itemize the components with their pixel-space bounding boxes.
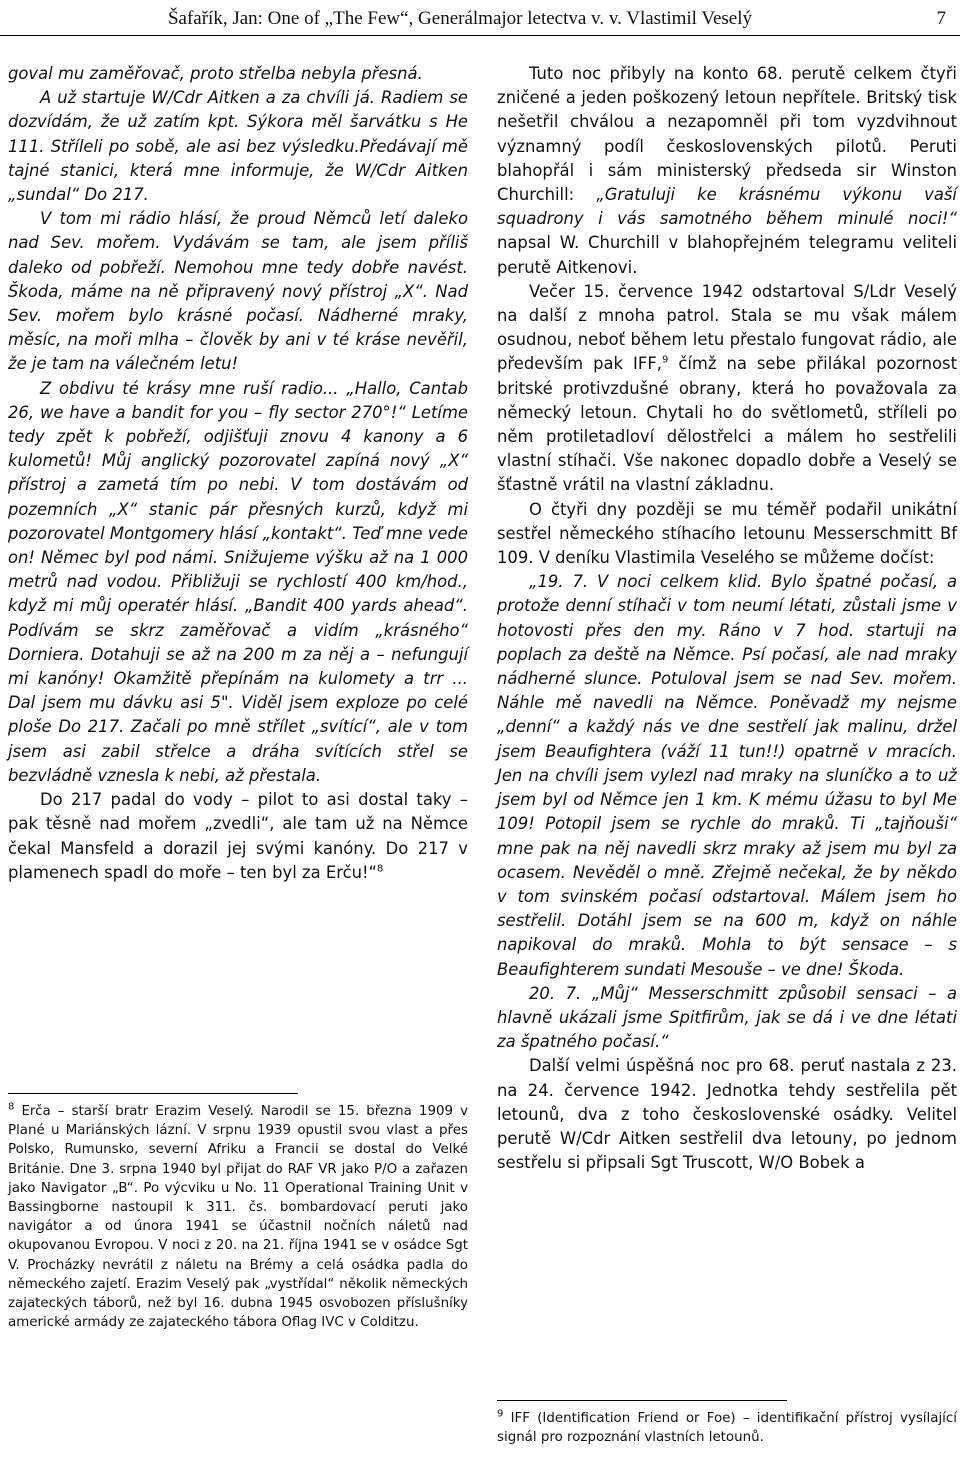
right-paragraph-3: O čtyři dny později se mu téměř podařil unikátní sestřel německého stíhacího letounu Messerschmitt Bf 109. V deníku Vlastimila Veselého se můžeme dočíst: [497,499,957,568]
churchill-quote: „Gratuluji ke krásnému výkonu vaší squadrony i vás samotného během minulé noci!“ [497,185,957,229]
footnote-mark-9: 9 [497,1408,504,1420]
left-column [8,62,468,885]
page-header [0,4,960,36]
footnote-8-text: Erča – starší bratr Erazim Veselý. Narodil se 15. března 1909 v Plané u Mariánských lázní. V srpnu 1939 opustil svou vlast a přes Polsko, Rumunsko, severní Afriku a Francii se dostal do Velké Británie. Dne 3. srpna 1940 byl přijat do RAF VR jako P/O a zařazen jako Navigator „B“. Po výcviku u No. 11 Operational Training Unit v Bassingborne nastoupil k 311. čs. bombardovací peruti jako navigátor a od února 1941 se účastnil nočních náletů nad okupovanou Evropou. V noci z 20. na 21. října 1941 se v osádce Sgt V. Procházky nevrátil z náletu na Brémy a celá osádka padla do německého zajetí. Erazim Veselý pak „vystřídal“ několik německých zajateckých táborů, než byl 16. dubna 1945 osvobozen příslušníky americké armády ze zajateckého tábora Oflag IVC v Colditzu. [8,1104,468,1331]
page-number: 7 [936,8,946,29]
right-paragraph-1-text: Tuto noc přibyly na konto 68. perutě celkem čtyři zničené a jeden poškozený letoun nepřítele. Britský tisk nešetřil chválou a nezapomněl při tom vyzdvihnout významný podíl československých pilotů. Peruti blahopřál i sám ministerský předseda sir Winston Churchill: [497,64,957,205]
right-paragraph-2-end: čímž na sebe přilákal pozornost britské protivzdušné obrany, která ho považovala za německý letoun. Chytali ho do světlometů, stříleli po něm protiletadloví dělostřelci a málem ho sestřelili vlastní stíhači. Vše nakonec dopadlo dobře a Veselý se šťastně vrátil na vlastní základnu. [497,354,957,495]
right-paragraph-2-start: Večer 15. července 1942 odstartoval S/Ldr Veselý na další z mnoha patrol. Stala se mu však málem osudnou, neboť během letu přestalo fungovat rádio, ale především pak IFF, [497,281,957,374]
footnote-rule [8,1093,298,1094]
footnote-area-right [497,1400,957,1447]
footnote-ref-9[interactable]: 9 [661,354,669,366]
footnote-mark-8: 8 [8,1101,15,1113]
left-paragraph-3: V tom mi rádio hlásí, že proud Němců letí daleko nad Sev. mořem. Vydávám se tam, ale jsem příliš daleko od pobřeží. Nemohou mne tedy dobře navést. Škoda, máme na ně připravený nový přístroj „X“. Nad Sev. mořem bylo krásné počasí. Nádherné mraky, měsíc, na moři mlha – člověk by ani v té kráse nevěřil, že je tam na válečném letu! [8,209,468,374]
right-paragraph-2 [497,280,957,498]
footnote-ref-8[interactable]: 8 [377,863,384,875]
footnote-rule-right [497,1400,787,1401]
footnote-8 [8,1102,468,1332]
left-paragraph-5-text: Do 217 padal do vody – pilot to asi dostal taky – pak těsně nad mořem „zvedli“, ale tam už na Němce čekal Mansfeld a dorazil jej svými kanóny. Do 217 v plamenech spadl do moře – ten byl za Erču!“ [8,790,468,882]
left-paragraph-5 [8,788,468,885]
header-rule [0,35,960,36]
diary-entry-20-7: 20. 7. „Můj“ Messerschmitt způsobil sensaci – a hlavně ukázali jsme Spitfirům, jak se dá i ve dne létati za špatného počasí.“ [497,983,957,1052]
left-paragraph-2: A už startuje W/Cdr Aitken a za chvíli já. Radiem se dozvídám, že už zatím kpt. Sýkora měl šarvátku s He 111. Stříleli po sobě, ale asi bez výsledku.Předávají mě tajné stanici, která mne informuje, že W/Cdr Aitken „sundal“ Do 217. [8,88,468,205]
left-paragraph-1: goval mu zaměřovač, proto střelba nebyla přesná. [8,64,423,83]
diary-entry-19-7: „19. 7. V noci celkem klid. Bylo špatné počasí, a protože denní stíhači v tom neumí létati, zůstali jsme v hotovosti přes den my. Ráno v 7 hod. startuji na poplach za deště na Němce. Psí počasí, ale nad mraky nádherné slunce. Potuloval jsem se nad Sev. mořem. Náhle mě navedli na Němce. Poněvadž my nejsme „denní“ a každý nás ve dne sestřelí jak malinu, držel jsem Beaufightera (váží 11 tun!!) opatrně v mracích. Jen na chvíli jsem vylezl nad mraky na sluníčko a to už jsem byl od Němce jen 1 km. K mému úžasu to byl Me 109! Potopil jsem se rychle do mraků. Ti „tajňouši“ mne pak na něj navedli skrz mraky až jsem mu byl za ocasem. Nevěděl o mně. Zřejmě nečekal, že by někdo v tom svinském počasí odstartoval. Málem jsem ho sestřelil. Dotáhl jsem se na 600 m, když on náhle napikoval do mraků. Mohla to být sensace – s Beaufighterem sundati Mesouše – ve dne! Škoda. [497,572,957,979]
right-paragraph-1-end: napsal W. Churchill v blahopřejném telegramu veliteli perutě Aitkenovi. [497,233,957,277]
running-title: Šafařík, Jan: One of „The Few“, Generálmajor letectva v. v. Vlastimil Veselý [167,8,753,29]
footnote-9 [497,1409,957,1447]
right-column [497,62,957,1175]
footnote-area-left [8,1093,468,1332]
left-paragraph-4: Z obdivu té krásy mne ruší radio... „Hallo, Cantab 26, we have a bandit for you – fly sector 270°!“ Letíme tedy zpět k pobřeží, odjišťuji znovu 4 kanony a 6 kulometů! Můj anglický pozorovatel zapíná nový „X“ přístroj a zametá tím po nebi. V tom dostávám od pozemních „X“ stanic pár přesných kurzů, když mi pozorovatel Montgomery hlásí „kontakt“. Teď mne vede on! Němec byl pod námi. Snižujeme výšku až na 1 000 metrů nad vodou. Přibližuji se rychlostí 400 km/hod., když mi můj operatér hlásí. „Bandit 400 yards ahead“. Podívám se skrz zaměřovač a vidím „krásného“ Dorniera. Dotahuji se až na 200 m za něj a – nefungují mi kanóny! Okamžitě přepínám na kulomety a trr ... Dal jsem mu dávku asi 5". Viděl jsem exploze po celé ploše Do 217. Začali po mně střílet „svítící“, ale v tom jsem asi zabil střelce a dráha svítících střel se bezvládně vznesla k nebi, až přestala. [8,378,468,785]
right-paragraph-1 [497,62,957,280]
right-paragraph-6: Další velmi úspěšná noc pro 68. peruť nastala z 23. na 24. července 1942. Jednotka tehdy sestřelila pět letounů, dva z toho československé osádky. Velitel perutě W/Cdr Aitken sestřelil dva letouny, po jednom sestřelu si připsali Sgt Truscott, W/O Bobek a [497,1056,957,1173]
footnote-9-text: IFF (Identification Friend or Foe) – identifikační přístroj vysílající signál pro rozpoznání vlastních letounů. [497,1411,957,1446]
